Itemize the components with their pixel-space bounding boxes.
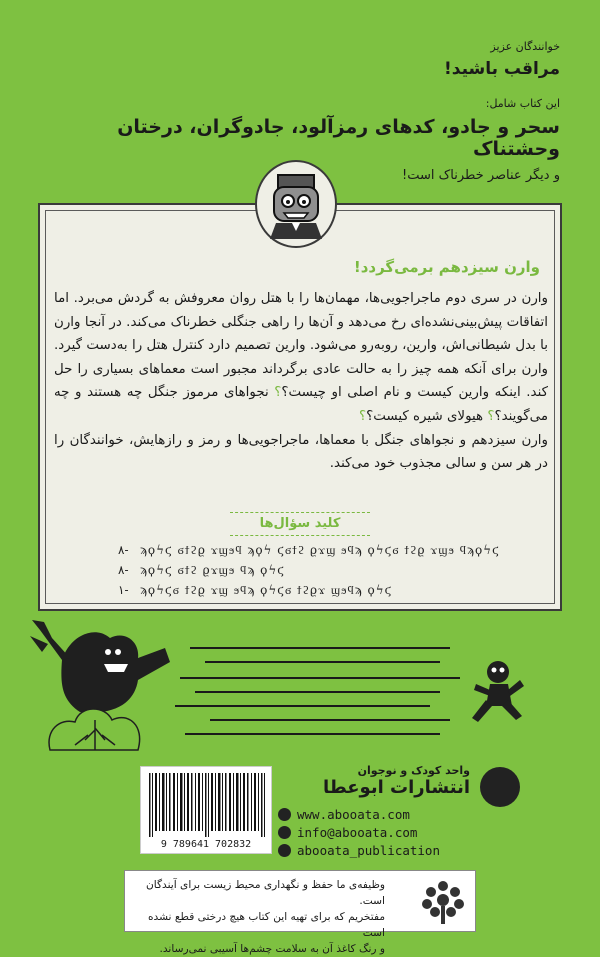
question-mark-accent: ؟ (487, 408, 495, 424)
website-link[interactable]: www.abooata.com (297, 806, 410, 822)
instagram-link[interactable]: abooata_publication (297, 842, 440, 858)
chase-illustration (0, 600, 600, 760)
globe-icon (278, 808, 291, 821)
monster-silhouette (30, 620, 170, 712)
publisher-name: انتشارات ابوعطا (322, 777, 470, 798)
contents-list: سحر و جادو، کدهای رمزآلود، جادوگران، درختان وحشتناک (117, 116, 560, 160)
speed-lines (175, 648, 460, 734)
answers-key-title: کلید سؤال‌ها (230, 512, 370, 536)
publisher-block (323, 764, 470, 798)
isbn-barcode (140, 766, 272, 854)
description-paragraph-2: وارن سیزدهم و نجواهای جنگل با معماها، ماجراجویی‌ها و رمز و رازهایش، خوانندگان را در هر سن و سالی مجذوب خود می‌کند. (54, 432, 548, 472)
publisher-logo-icon (480, 767, 520, 807)
question-mark-accent: ؟ (274, 385, 282, 401)
readers-label: خوانندگان عزیز (490, 40, 560, 53)
bush (49, 709, 140, 750)
panel-title: وارن سیزدهم برمی‌گردد! (353, 258, 540, 276)
more-elements-text: و دیگر عناصر خطرناک است! (402, 168, 560, 183)
character-face-icon (264, 169, 328, 239)
barcode-bars (147, 773, 267, 837)
isbn-digits: 9 789641 702832 (160, 839, 252, 850)
email-row (278, 823, 440, 841)
question-mark-accent: ؟ (359, 408, 367, 424)
eco-notice-text: وظیفه‌ی ما حفظ و نگهداری محیط زیست برای آیندگان است. مفتخریم که برای تهیه این کتاب هیچ درختی قطع نشده است و رنگ کاغذ آن به سلامت چشم‌ها آسیبی نمی‌رساند. (145, 879, 385, 955)
email-link[interactable]: info@abooata.com (297, 824, 418, 840)
description-text (54, 287, 548, 476)
running-boy (472, 661, 524, 722)
warren-portrait (255, 160, 337, 248)
website-row (278, 805, 440, 823)
publisher-division: واحد کودک و نوجوان (357, 764, 470, 777)
email-icon (278, 826, 291, 839)
warning-heading: مراقب باشید! (444, 59, 560, 79)
tree-icon (417, 876, 469, 928)
contact-list (278, 805, 440, 859)
includes-label: این کتاب شامل: (485, 97, 560, 110)
description-paragraph-1: وارن در سری دوم ماجراجویی‌ها، مهمان‌ها را با هتل روان معروفش به گردش می‌برد. اما اتفاقات پیش‌بینی‌نشده‌ای رخ می‌دهد و آن‌ها را راهی جنگلی خطرناک می‌کند. در آنجا وارن با بدل شیطانی‌اش، وارین، روبه‌رو می‌شود. وارین تصمیم دارد کنترل هتل را به‌دست گیرد. وارن برای آنکه همه چیز را به حالت عادی برگرداند مجبور است معماهای بسیاری را حل کند. اینکه وارین کیست و نام اصلی او چیست؟؟ نجواهای مرموز جنگل چه هستند و چه می‌گویند؟؟ هیولای شیره کیست؟؟ (54, 291, 548, 424)
instagram-row (278, 841, 440, 859)
eco-notice (124, 870, 476, 955)
instagram-icon (278, 844, 291, 857)
